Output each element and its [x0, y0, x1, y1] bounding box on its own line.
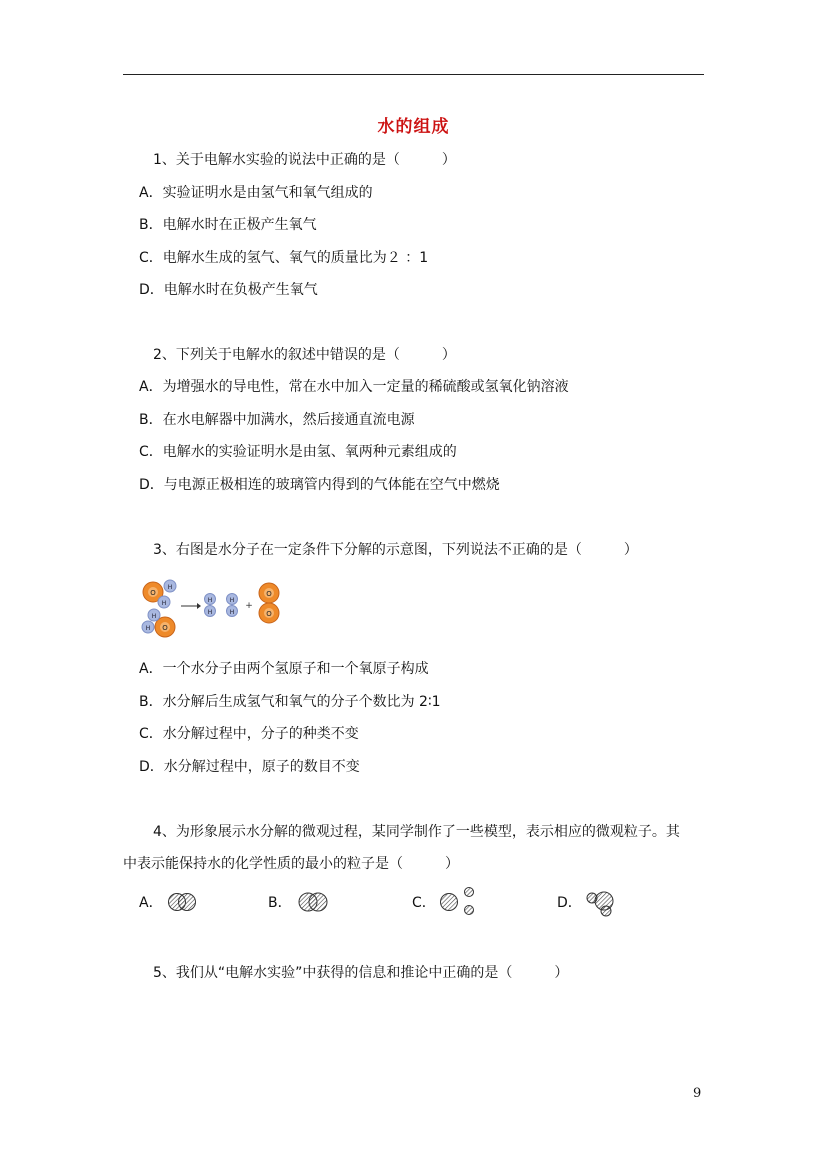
two-atom-model-icon	[165, 886, 201, 918]
question-3-option-a: A．一个水分子由两个氢原子和一个氧原子构成	[139, 661, 429, 677]
option-label: B．	[268, 895, 292, 911]
question-5-stem: 5、我们从“电解水实验”中获得的信息和推论中正确的是（ ）	[153, 965, 569, 981]
question-3-option-d: D．水分解过程中，原子的数目不变	[139, 759, 360, 775]
question-3-option-b: B．水分解后生成氢气和氧气的分子个数比为 2∶1	[139, 694, 441, 710]
question-1-option-b: B．电解水时在正极产生氧气	[139, 217, 317, 233]
question-1-option-d: D．电解水时在负极产生氧气	[139, 282, 318, 298]
hydrogen-label: H	[167, 584, 173, 591]
question-1-option-c: C．电解水生成的氢气、氧气的质量比为２ ：1	[139, 250, 429, 266]
question-3-stem: 3、右图是水分子在一定条件下分解的示意图，下列说法不正确的是（ ）	[153, 542, 638, 558]
question-1-stem: 1、关于电解水实验的说法中正确的是（ ）	[153, 152, 456, 168]
hydrogen-label: H	[145, 625, 151, 632]
two-atom-model-icon	[294, 886, 334, 918]
hydrogen-label: H	[207, 609, 213, 616]
water-decomposition-diagram	[137, 578, 287, 640]
oxygen-molecule	[259, 583, 279, 623]
hydrogen-label: H	[229, 597, 235, 604]
question-4-stem-line-1: 4、为形象展示水分解的微观过程，某同学制作了一些模型，表示相应的微观粒子。其	[153, 824, 680, 840]
water-molecule-model-icon	[583, 886, 623, 918]
question-2-option-d: D．与电源正极相连的玻璃管内得到的气体能在空气中燃烧	[139, 477, 500, 493]
question-4-option-c	[412, 886, 492, 918]
hydrogen-label: H	[207, 597, 213, 604]
plus-sign: +	[245, 601, 253, 611]
question-2-option-c: C．电解水的实验证明水是由氢、氧两种元素组成的	[139, 444, 457, 460]
reaction-arrow-icon	[181, 603, 201, 609]
question-1-option-a: A．实验证明水是由氢气和氧气组成的	[139, 185, 373, 201]
option-label: D．	[557, 895, 582, 911]
hydrogen-molecules	[205, 594, 238, 617]
question-4-stem-line-2: 中表示能保持水的化学性质的最小的粒子是（ ）	[123, 856, 459, 872]
hydrogen-label: H	[229, 609, 235, 616]
question-4-option-d	[557, 886, 637, 918]
oxygen-label: O	[162, 624, 168, 632]
page-number: 9	[693, 1086, 702, 1101]
question-2-option-b: B．在水电解器中加满水，然后接通直流电源	[139, 412, 415, 428]
option-label: A．	[139, 895, 163, 911]
question-4-option-b	[268, 886, 348, 918]
hydrogen-label: H	[161, 600, 167, 607]
hydrogen-label: H	[151, 613, 157, 620]
oxygen-label: O	[266, 610, 272, 618]
water-molecule-top	[143, 580, 176, 608]
question-3-option-c: C．水分解过程中，分子的种类不变	[139, 726, 359, 742]
water-molecule-bottom	[142, 609, 175, 637]
separate-atoms-model-icon	[438, 886, 478, 918]
option-label: C．	[412, 895, 436, 911]
oxygen-label: O	[266, 590, 272, 598]
page-title: 水的组成	[377, 117, 450, 137]
question-2-stem: 2、下列关于电解水的叙述中错误的是（ ）	[153, 347, 456, 363]
question-2-option-a: A．为增强水的导电性，常在水中加入一定量的稀硫酸或氢氧化钠溶液	[139, 379, 569, 395]
oxygen-label: O	[150, 589, 156, 597]
question-4-option-a	[139, 886, 219, 918]
header-rule	[123, 74, 704, 75]
